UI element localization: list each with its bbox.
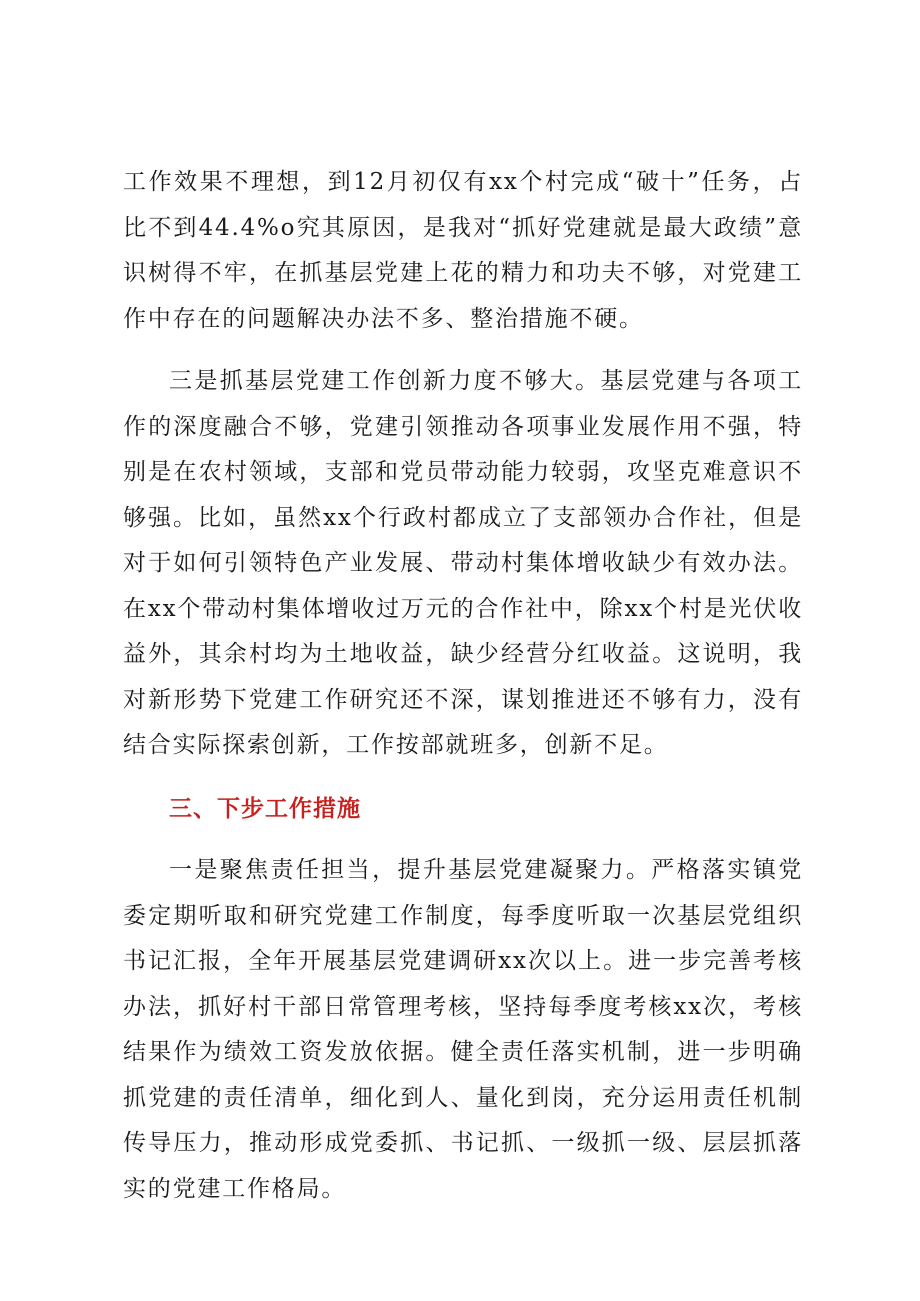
section-heading-next-steps: 三、下步工作措施 bbox=[169, 795, 361, 822]
paragraph-innovation-issue: 三是抓基层党建工作创新力度不够大。基层党建与各项工作的深度融合不够，党建引领推动各项事业发展作用不强，特别是在农村领域，支部和党员带动能力较弱，攻坚克难意识不够强。比如，虽然xx个行政村都成立了支部领办合作社，但是对于如何引领特色产业发展、带动村集体增收缺少有效办法。在xx个带动村集体增收过万元的合作社中，除xx个村是光伏收益外，其余村均为土地收益，缺少经营分红收益。这说明，我对新形势下党建工作研究还不深，谋划推进还不够有力，没有结合实际探索创新，工作按部就班多，创新不足。 bbox=[123, 368, 803, 758]
document-body bbox=[123, 160, 803, 1212]
paragraph-continuation: 工作效果不理想，到12月初仅有xx个村完成“破十”任务，占比不到44.4%o究其原因，是我对“抓好党建就是最大政绩”意识树得不牢，在抓基层党建上花的精力和功夫不够，对党建工作中存在的问题解决办法不多、整治措施不硬。 bbox=[123, 169, 803, 332]
paragraph-responsibility-measure: 一是聚焦责任担当，提升基层党建凝聚力。严格落实镇党委定期听取和研究党建工作制度，每季度听取一次基层党组织书记汇报，全年开展基层党建调研xx次以上。进一步完善考核办法，抓好村干部日常管理考核，坚持每季度考核xx次，考核结果作为绩效工资发放依据。健全责任落实机制，进一步明确抓党建的责任清单，细化到人、量化到岗，充分运用责任机制传导压力，推动形成党委抓、书记抓、一级抓一级、层层抓落实的党建工作格局。 bbox=[123, 857, 803, 1202]
